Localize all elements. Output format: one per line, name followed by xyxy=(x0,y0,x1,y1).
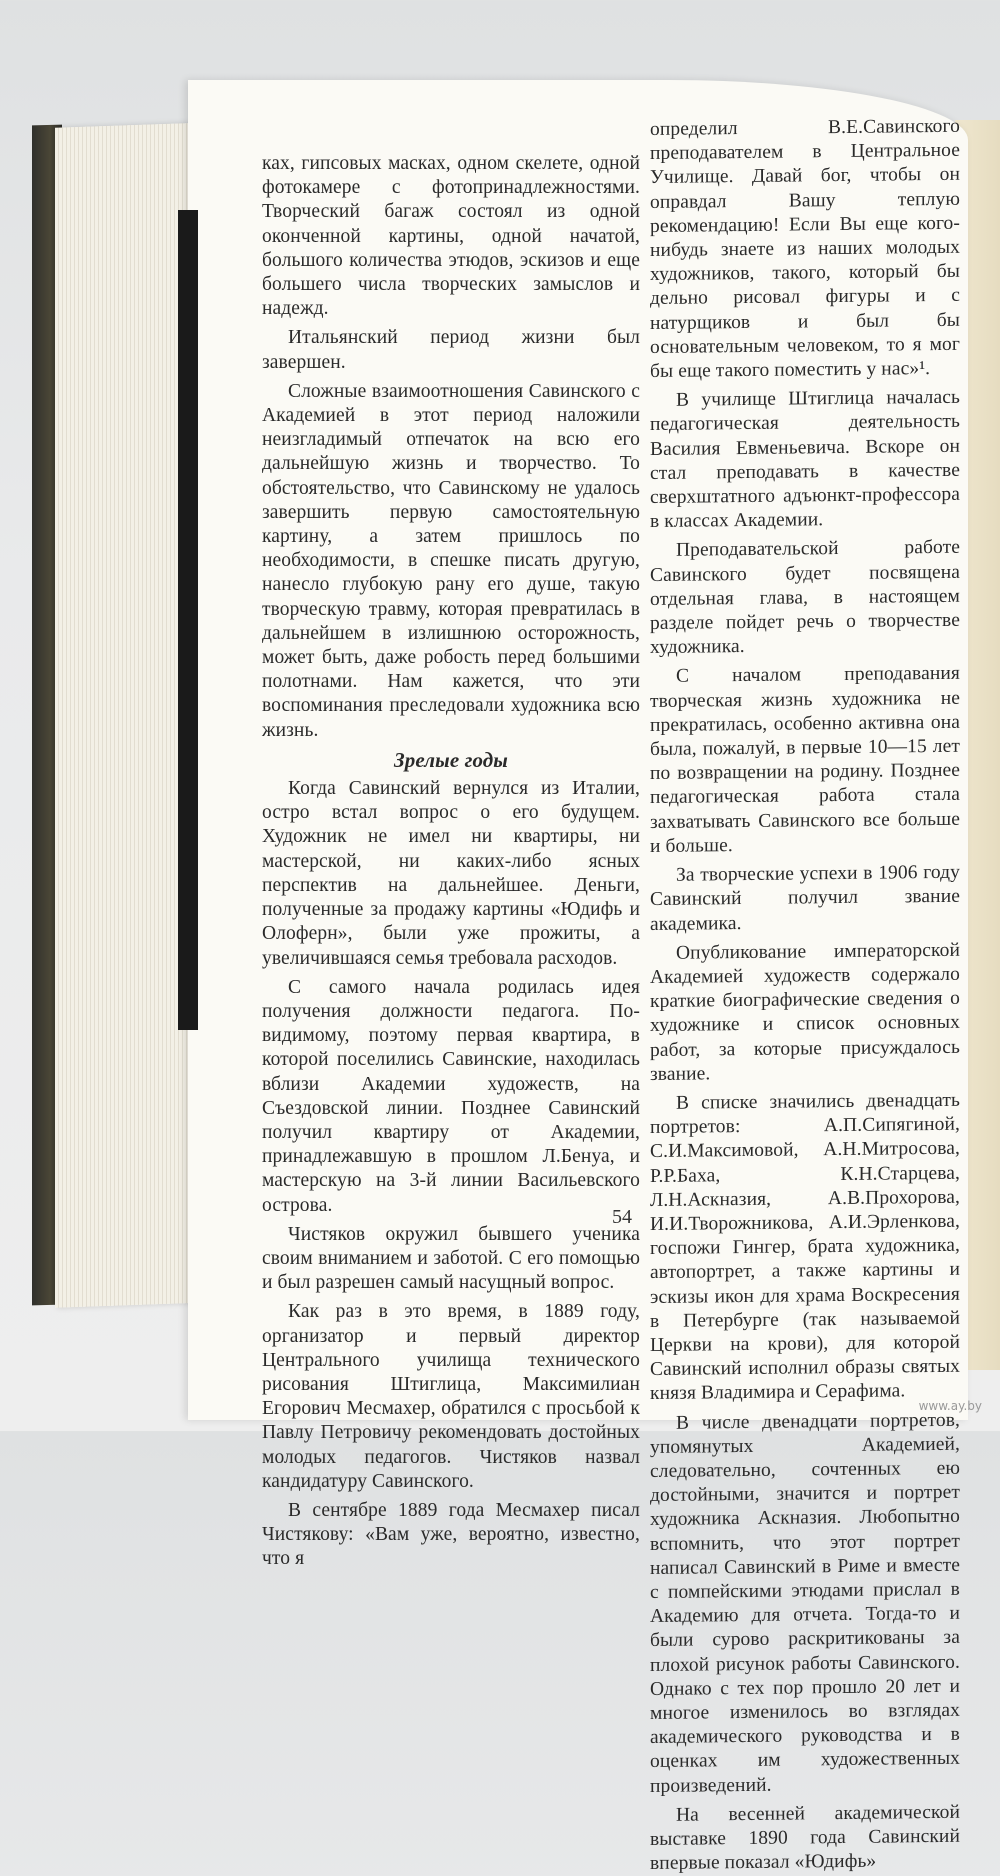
paragraph: определил В.Е.Савинского преподавателем в Центральное Училище. Давай бог, чтобы он оправдал Вашу теплую рекомендацию! Если Вы еще кого-нибудь знаете из наших молодых художников, такого, который бы дельно рисовал фигуры и с натурщиков и был бы основательным человеком, то я мог бы еще такого поместить у нас»¹. xyxy=(650,115,960,383)
paragraph: Итальянский период жизни был завершен. xyxy=(262,327,640,373)
illustration-edge xyxy=(178,210,198,1030)
page-number: 54 xyxy=(612,1206,632,1228)
paragraph: В списке значились двенадцать портретов: А.П.Сипягиной, С.И.Максимовой, А.Н.Митросова, Р.Р.Баха, К.Н.Старцева, Л.Н.Аскназия, А.В.Прохорова, И.И.Творожникова, А.И.Эрленкова, госпожи Гингер, брата художника, автопортрет, а также картины и эскизы икон для храма Воскресения в Петербурге (так называемой Церкви на крови), для которой Савинский исполнил образы святых князя Владимира и Серафима. xyxy=(650,1089,960,1405)
left-text-column xyxy=(262,152,640,1577)
paragraph: С самого начала родилась идея получения должности педагога. По-видимому, поэтому первая квартира, в которой поселились Савинские, находилась вблизи Академии художеств, на Съездовской линии. Позднее Савинский получил квартиру от Академии, принадлежавшую в прошлом Л.Бенуа, и мастерскую на 3-й линии Васильевского острова. xyxy=(262,976,640,1216)
paragraph: На весенней академической выставке 1890 года Савинский впервые показал «Юдифь» xyxy=(650,1801,960,1875)
paragraph: Когда Савинский вернулся из Италии, остро встал вопрос о его будущем. Художник не имел ни квартиры, ни мастерской, ни каких-либо ясных перспектив на дальнейшее. Деньги, полученные за продажу картины «Юдифь и Олоферн», были уже прожиты, а увеличившаяся семья требовала расходов. xyxy=(262,778,640,969)
paragraph: Преподавательской работе Савинского будет посвящена отдельная глава, в настоящем разделе пойдет речь о творчестве художника. xyxy=(650,537,960,659)
watermark: www.ay.by xyxy=(918,1399,982,1413)
paragraph: Опубликование императорской Академией художеств содержало краткие биографические сведения о художнике и список основных работ, за которые присуждалось звание. xyxy=(650,939,960,1085)
paragraph: С началом преподавания творческая жизнь художника не прекратилась, особенно активна она была, пожалуй, в первые 10—15 лет по возвращении на родину. Позднее педагогическая работа стала захватывать Савинского все больше и больше. xyxy=(650,663,960,857)
paragraph: В сентябре 1889 года Месмахер писал Чистякову: «Вам уже, вероятно, известно, что я xyxy=(262,1499,640,1570)
paragraph: Как раз в это время, в 1889 году, организатор и первый директор Центрального училища технического рисования Штиглица, Максимилиан Егорович Месмахер, обратился с просьбой к Павлу Петровичу рекомендовать достойных молодых педагогов. Чистяков назвал кандидатуру Савинского. xyxy=(262,1301,640,1492)
paragraph: Чистяков окружил бывшего ученика своим вниманием и заботой. С его помощью и был разрешен самый насущный вопрос. xyxy=(262,1223,640,1294)
paragraph: Сложные взаимоотношения Савинского с Академией в этот период наложили неизгладимый отпечаток на всю его дальнейшую жизнь и творчество. То обстоятельство, что Савинскому не удалось завершить первую самостоятельную картину, а затем пришлось по необходимости, в спешке писать другую, нанесло глубокую рану его душе, такую творческую травму, которая превратилась в дальнейшем в излишнюю осторожность, может быть, даже робость перед большими полотнами. Нам кажется, что эти воспоминания преследовали художника всю жизнь. xyxy=(262,380,640,741)
paragraph: За творческие успехи в 1906 году Савинский получил звание академика. xyxy=(650,861,960,935)
paragraph: В училище Штиглица началась педагогическая деятельность Василия Евменьевича. Вскоре он стал преподавать в качестве сверхштатного адъюнкт-профессора в классах Академии. xyxy=(650,386,960,533)
paragraph: ках, гипсовых масках, одном скелете, одной фотокамере с фотопринадлежностями. Творческий багаж состоял из одной оконченной картины, одной начатой, большого количества этюдов, эскизов и еще большего числа творческих замыслов и надежд. xyxy=(262,153,640,320)
paragraph: В числе двенадцати портретов, упомянутых Академией, следовательно, сочтенных ею достойными, значится и портрет художника Аскназия. Любопытно вспомнить, что этот портрет написал Савинский в Риме и вместе с помпейскими этюдами прислал в Академию для отчета. Тогда-то и были сурово раскритикованы за плохой рисунок работы Савинского. Однако с тех пор прошло 20 лет и многое изменилось во взглядах академического руководства и в оценках им художественных произведений. xyxy=(650,1409,960,1797)
section-heading: Зрелые годы xyxy=(394,747,508,772)
